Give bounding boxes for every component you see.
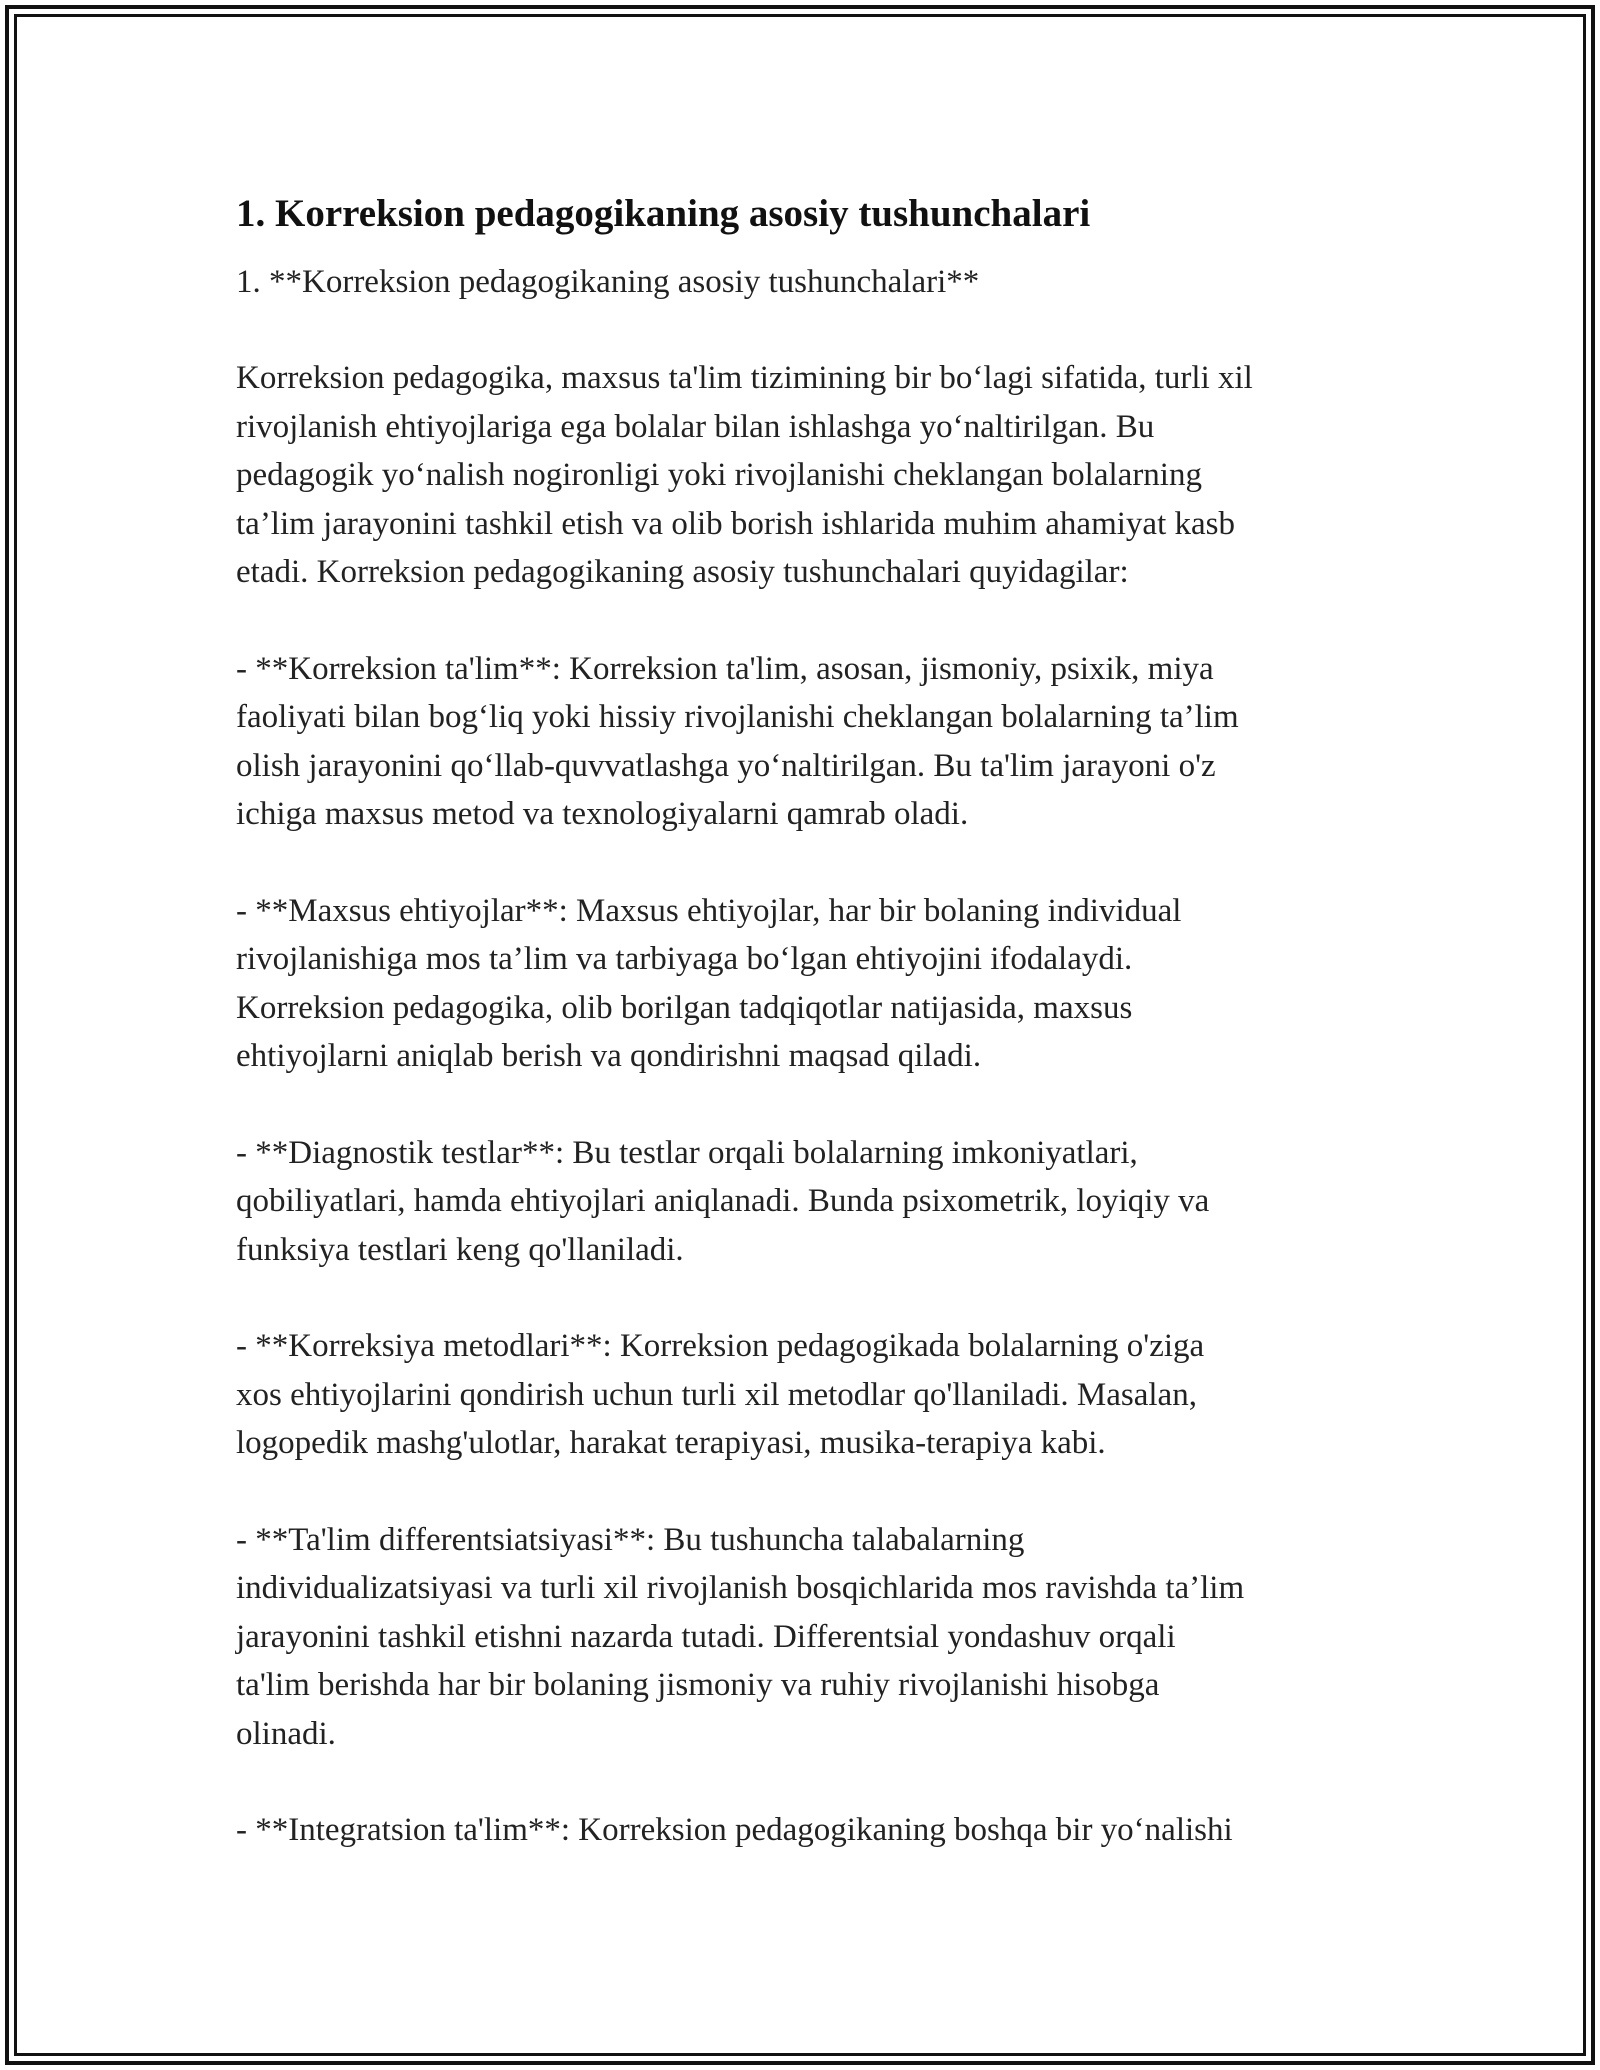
paragraph-integratsion-talim: - **Integratsion ta'lim**: Korreksion pedagogikaning boshqa bir yo‘nalishi <box>236 1812 1233 1848</box>
page-title: 1. Korreksion pedagogikaning asosiy tushunchalari <box>236 192 1091 235</box>
paragraph-talim-differentsiatsiyasi: - **Ta'lim differentsiatsiyasi**: Bu tushuncha talabalarning individualizatsiyasi va turli xil rivojlanish bosqichlarida mos ravishda ta’lim jarayonini tashkil etishni nazarda tutadi. Differentsial yondashuv orqali ta'lim berishda har bir bolaning jismoniy va ruhiy rivojlanishi hisobga olinadi. <box>236 1521 1245 1752</box>
paragraph-korreksion-talim: - **Korreksion ta'lim**: Korreksion ta'lim, asosan, jismoniy, psixik, miya faoliyati bilan bog‘liq yoki hissiy rivojlanishi cheklangan bolalarning ta’lim olish jarayonini qo‘llab-quvvatlashga yo‘naltirilgan. Bu ta'lim jarayoni o'z ichiga maxsus metod va texnologiyalarni qamrab oladi. <box>236 650 1239 832</box>
paragraph-korreksiya-metodlari: - **Korreksiya metodlari**: Korreksion pedagogikada bolalarning o'ziga xos ehtiyojlarini qondirish uchun turli xil metodlar qo'llaniladi. Masalan, logopedik mashg'ulotlar, harakat terapiyasi, musika-terapiya kabi. <box>236 1328 1205 1461</box>
paragraph-maxsus-ehtiyojlar: - **Maxsus ehtiyojlar**: Maxsus ehtiyojlar, har bir bolaning individual rivojlanishiga mos ta’lim va tarbiyaga bo‘lgan ehtiyojini ifodalaydi. Korreksion pedagogika, olib borilgan tadqiqotlar natijasida, maxsus ehtiyojlarni aniqlab berish va qondirishni maqsad qiladi. <box>236 892 1182 1074</box>
paragraph-intro: Korreksion pedagogika, maxsus ta'lim tizimining bir bo‘lagi sifatida, turli xil rivojlanish ehtiyojlariga ega bolalar bilan ishlashga yo‘naltirilgan. Bu pedagogik yo‘nalish nogironligi yoki rivojlanishi cheklangan bolalarning ta’lim jarayonini tashkil etish va olib borish ishlarida muhim ahamiyat kasb etadi. Korreksion pedagogikaning asosiy tushunchalari quyidagilar: <box>236 360 1253 590</box>
document-body <box>236 186 1376 1855</box>
section-subtitle: 1. **Korreksion pedagogikaning asosiy tushunchalari** <box>236 264 980 300</box>
paragraph-diagnostik-testlar: - **Diagnostik testlar**: Bu testlar orqali bolalarning imkoniyatlari, qobiliyatlari, hamda ehtiyojlari aniqlanadi. Bunda psixometrik, loyiqiy va funksiya testlari keng qo'llaniladi. <box>236 1134 1210 1268</box>
